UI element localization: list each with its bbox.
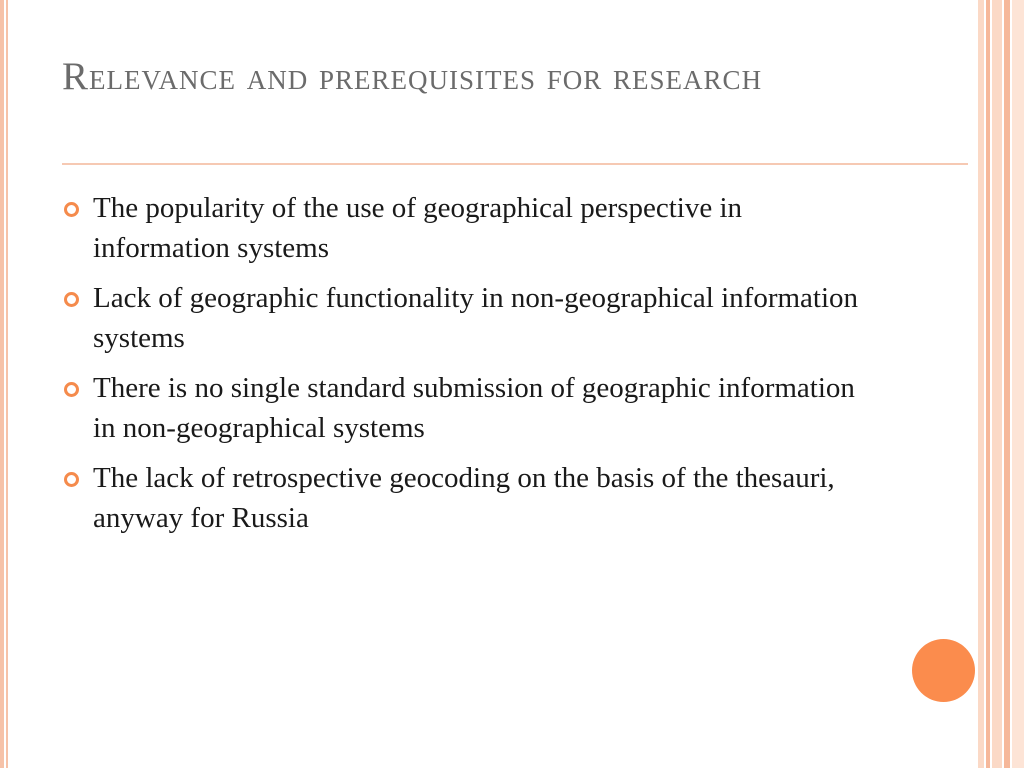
bullet-text: Lack of geographic functionality in non-geographical information systems bbox=[93, 282, 859, 354]
right-decorative-stripe bbox=[1004, 0, 1010, 768]
bullet-item bbox=[62, 188, 862, 268]
bullet-item bbox=[62, 368, 862, 448]
right-decorative-stripe bbox=[978, 0, 984, 768]
right-decorative-stripe bbox=[992, 0, 1002, 768]
hollow-circle-bullet-icon bbox=[64, 292, 79, 307]
bullet-text: There is no single standard submission of geographic information in non-geographical systems bbox=[93, 372, 855, 444]
left-decorative-stripe-thin bbox=[6, 0, 8, 768]
right-decorative-stripe bbox=[986, 0, 990, 768]
right-decorative-stripe bbox=[1012, 0, 1024, 768]
bullet-text: The popularity of the use of geographical perspective in information systems bbox=[93, 192, 743, 264]
bullet-text: The lack of retrospective geocoding on the basis of the thesauri, anyway for Russia bbox=[93, 462, 835, 534]
hollow-circle-bullet-icon bbox=[64, 202, 79, 217]
title-divider bbox=[62, 163, 968, 165]
hollow-circle-bullet-icon bbox=[64, 382, 79, 397]
decorative-orange-circle bbox=[912, 639, 975, 702]
hollow-circle-bullet-icon bbox=[64, 472, 79, 487]
slide-title: Relevance and prerequisites for research bbox=[62, 55, 763, 98]
left-decorative-stripe bbox=[0, 0, 4, 768]
bullet-list bbox=[62, 188, 862, 548]
bullet-item bbox=[62, 278, 862, 358]
bullet-item bbox=[62, 458, 862, 538]
